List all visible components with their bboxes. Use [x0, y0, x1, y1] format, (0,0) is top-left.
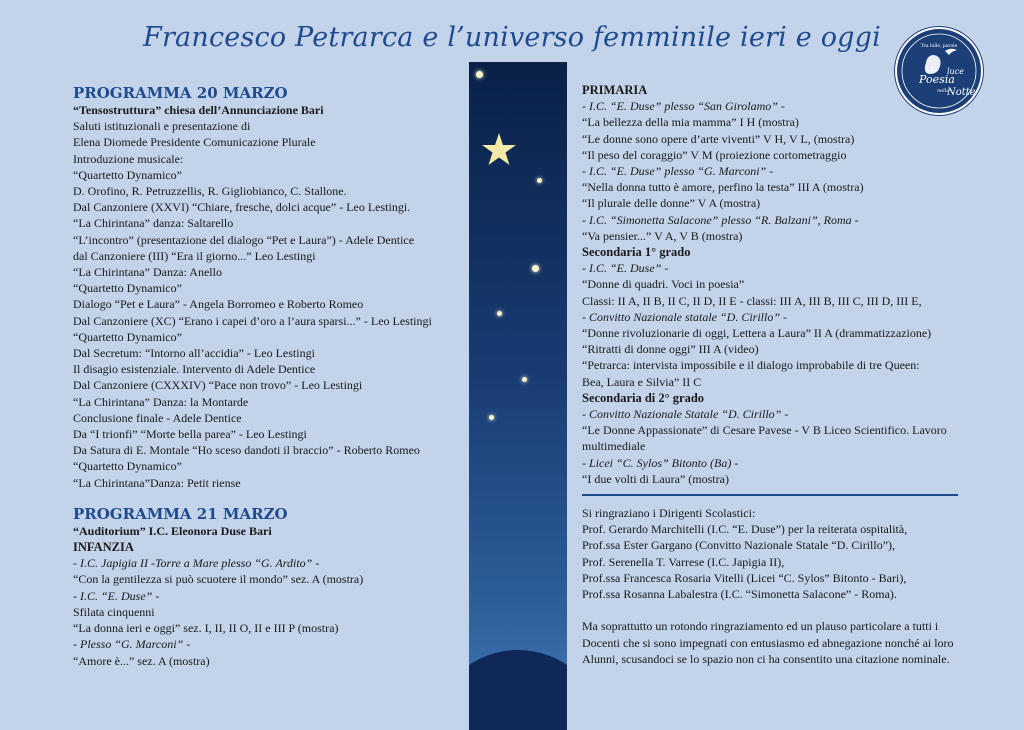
list-item: “Il peso del coraggio” V M (proiezione cortometraggio — [582, 147, 847, 162]
list-item: Da “I trionfi” “Morte bella parea” - Leo Lestingi — [73, 427, 307, 442]
list-item: Prof. Gerardo Marchitelli (I.C. “E. Duse”) per la reiterata ospitalità, — [582, 522, 908, 537]
list-item: - I.C. “E. Duse” plesso “G. Marconi” - — [582, 164, 774, 179]
list-item: “Amore è...” sez. A (mostra) — [73, 653, 210, 668]
list-item: “L’incontro” (presentazione del dialogo “Pet e Laura”) - Adele Dentice — [73, 232, 415, 247]
list-item: Dal Canzoniere (XC) “Erano i capei d’oro a l’aura sparsi...” - Leo Lestingi — [73, 313, 432, 328]
list-item: Bea, Laura e Silvia” II C — [582, 374, 702, 389]
horizon-hill — [469, 650, 567, 730]
list-item: “Quartetto Dynamico” — [73, 281, 182, 296]
list-item: “Donne rivoluzionarie di oggi, Lettera a Laura” II A (drammatizzazione) — [582, 326, 932, 341]
logo-small-text: Tra lulle, parole — [920, 44, 958, 49]
list-item: - I.C. Japigia II -Torre a Mare plesso “G. Ardito” - — [73, 556, 320, 571]
list-item: - I.C. “E. Duse” plesso “San Girolamo” - — [582, 99, 785, 114]
list-item: - Convitto Nazionale Statale “D. Cirillo” - — [582, 407, 789, 422]
list-item: “La Chirintana” Danza: Anello — [73, 265, 222, 280]
right-column — [582, 82, 962, 667]
list-item: “La Chirintana”Danza: Petit riense — [73, 475, 241, 490]
star-dot — [532, 265, 539, 272]
list-item: Prof.ssa Rosanna Labalestra (I.C. “Simonetta Salacone” - Roma). — [582, 587, 897, 602]
list-item: - I.C. “Simonetta Salacone” plesso “R. Balzani”, Roma - — [582, 212, 859, 227]
list-item: “Nella donna tutto è amore, perfino la testa” III A (mostra) — [582, 180, 864, 195]
list-item: “La bellezza della mia mamma” I H (mostra) — [582, 115, 799, 130]
secondaria-2-heading: Secondaria di 2° grado — [582, 390, 705, 405]
program-21-venue: “Auditorium” I.C. Eleonora Duse Bari — [73, 523, 272, 538]
list-item: “Quartetto Dynamico” — [73, 329, 182, 344]
logo-line3: luce — [947, 67, 964, 76]
list-item: - Plesso “G. Marconi” - — [73, 637, 191, 652]
thanks-list — [582, 505, 962, 602]
divider — [582, 494, 958, 496]
program-21-heading: PROGRAMMA 21 MARZO — [73, 504, 288, 523]
program-20-list — [73, 118, 463, 491]
list-item: Sfilata cinquenni — [73, 604, 155, 619]
list-item: “Ritratti di donne oggi” III A (video) — [582, 342, 759, 357]
primaria-heading: PRIMARIA — [582, 83, 648, 97]
list-item: Da Satura di E. Montale “Ho sceso dandoti il braccio” - Roberto Romeo — [73, 443, 420, 458]
program-20-venue: “Tensostruttura” chiesa dell’Annunciazione Bari — [73, 103, 324, 117]
list-item: Conclusione finale - Adele Dentice — [73, 410, 242, 425]
page-title: Francesco Petrarca e l’universo femminile ieri e oggi — [143, 22, 881, 53]
list-item: Prof. Serenella T. Varrese (I.C. Japigia II), — [582, 554, 785, 569]
star-dot — [537, 178, 542, 183]
list-item: “Con la gentilezza si può scuotere il mondo” sez. A (mostra) — [73, 572, 364, 587]
list-item: Saluti istituzionali e presentazione di — [73, 119, 251, 134]
logo-line5: Notte — [947, 87, 976, 98]
logo-line2: Poesia — [919, 73, 955, 86]
list-item: Dal Canzoniere (CXXXIV) “Pace non trovo” - Leo Lestingi — [73, 378, 363, 393]
night-sky-band — [469, 62, 567, 730]
list-item: Introduzione musicale: — [73, 151, 184, 166]
logo-line1: La — [931, 66, 939, 73]
list-item: Prof.ssa Francesca Rosaria Vitelli (Licei “C. Sylos” Bitonto - Bari), — [582, 570, 907, 585]
list-item: Classi: II A, II B, II C, II D, II E - classi: III A, III B, III C, III D, III E, — [582, 293, 922, 308]
list-item: Dialogo “Pet e Laura” - Angela Borromeo e Roberto Romeo — [73, 297, 364, 312]
list-item: “Quartetto Dynamico” — [73, 459, 182, 474]
program-20-heading: PROGRAMMA 20 MARZO — [73, 84, 288, 102]
list-item: “La Chirintana” Danza: la Montarde — [73, 394, 249, 409]
list-item: - Licei “C. Sylos” Bitonto (Ba) - — [582, 455, 739, 470]
list-item: “Le donne sono opere d’arte viventi” V H, V L, (mostra) — [582, 131, 855, 146]
list-item: “La donna ieri e oggi” sez. I, II, II O, II e III P (mostra) — [73, 621, 339, 636]
secondaria-1-heading: Secondaria 1° grado — [582, 245, 691, 260]
star-dot — [497, 311, 502, 316]
logo-line4: nella — [937, 88, 950, 94]
infanzia-list — [73, 555, 463, 668]
list-item: Dal Secretum: “Intorno all’accidia” - Leo Lestingi — [73, 346, 315, 361]
list-item: D. Orofino, R. Petruzzellis, R. Gigliobianco, C. Stallone. — [73, 184, 347, 199]
list-item: - Convitto Nazionale statale “D. Cirillo” - — [582, 309, 788, 324]
primaria-list — [582, 98, 962, 244]
list-item: “Il plurale delle donne” V A (mostra) — [582, 196, 761, 211]
closing-paragraph: Ma soprattutto un rotondo ringraziamento ed un plauso particolare a tutti i Docenti che si sono impegnati con entusiasmo ed abnegazione nonché ai loro Alunni, scusandoci se lo spazio non ci ha consentito una citazione nominale. — [582, 619, 954, 666]
infanzia-heading: INFANZIA — [73, 540, 134, 555]
list-item: Dal Canzoniere (XXVI) “Chiare, fresche, dolci acque” - Leo Lestingi. — [73, 200, 411, 215]
star-icon — [481, 132, 517, 166]
list-item: - I.C. “E. Duse” - — [73, 588, 160, 603]
list-item: “Va pensier...” V A, V B (mostra) — [582, 228, 743, 243]
list-item: “Donne di quadri. Voci in poesia” — [582, 277, 745, 292]
list-item: “Quartetto Dynamico” — [73, 167, 182, 182]
left-column — [73, 84, 463, 669]
list-item: Prof.ssa Ester Gargano (Convitto Nazionale Statale “D. Cirillo”), — [582, 538, 896, 553]
list-item: dal Canzoniere (III) “Era il giorno...” Leo Lestingi — [73, 248, 316, 263]
list-item: Il disagio esistenziale. Intervento di Adele Dentice — [73, 362, 316, 377]
list-item: multimediale — [582, 439, 646, 454]
list-item: - I.C. “E. Duse” - — [582, 261, 669, 276]
star-dot — [476, 71, 483, 78]
star-dot — [522, 377, 527, 382]
list-item: Elena Diomede Presidente Comunicazione Plurale — [73, 135, 316, 150]
star-dot — [489, 415, 494, 420]
list-item: Si ringraziano i Dirigenti Scolastici: — [582, 506, 756, 521]
list-item: “Le Donne Appassionate” di Cesare Pavese - V B Liceo Scientifico. Lavoro — [582, 423, 947, 438]
list-item: “Petrarca: intervista impossibile e il dialogo improbabile di tre Queen: — [582, 358, 920, 373]
list-item: “La Chirintana” danza: Saltarello — [73, 216, 234, 231]
secondaria-1-list — [582, 260, 962, 390]
list-item: “I due volti di Laura” (mostra) — [582, 471, 729, 486]
secondaria-2-list — [582, 406, 962, 487]
